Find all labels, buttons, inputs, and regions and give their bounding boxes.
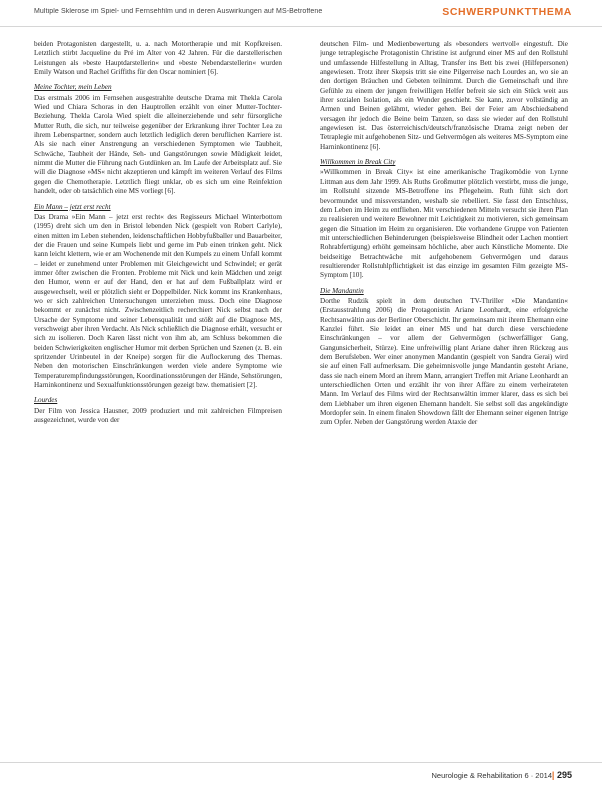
paragraph: Der Film von Jessica Hausner, 2009 produziert und mit zahlreichen Filmpreisen ausgezeichnet, wurde von der bbox=[34, 406, 282, 425]
page-footer bbox=[0, 762, 602, 792]
paragraph: Das erstmals 2006 im Fernsehen ausgestrahlte deutsche Drama mit Thekla Carola Wied und Chiara Schoras in den Hauptrollen erzählt von einer Mutter-Tochter-Beziehung. Thekla Carola Wied spielt die alleinerziehende und sehr fürsorgliche Mutter Ruth, die sich, nur teilweise gegenüber der Erkrankung ihrer Tochter Lea zu ihrem Lebenspartner, sondern auch letztlich lediglich deren beruflichen Karriere ist. Als sie nach einer Anstrengung an verschiedenen Symptomen wie Taubheit, Schwäche, Taubheit der Hände, Seh- und Gangstörungen sowie Müdigkeit leidet, nimmt die Mutter die Führung nach Gutdünken an. Im Laufe der Arbeitsplatz auf. Sie will die Diagnose »MS« nicht akzeptieren und kämpft im weiteren Verlauf des Films gegen die Chemotherapie. Letztlich fliegt unklar, ob es sich um eine Reinfektion handelt, oder ob tatsächlich eine MS vorliegt [6]. bbox=[34, 93, 282, 196]
section-title: SCHWERPUNKTTHEMA bbox=[442, 6, 572, 18]
left-column bbox=[34, 40, 282, 760]
paragraph: Dorthe Rudzik spielt in dem deutschen TV-Thriller »Die Mandantin« (Erstausstrahlung 2006) die Protagonistin Ariane Leonhardt, eine erfolgreiche Rechtsanwältin aus der Berliner Oberschicht. Ihr gemeinsam mit ihrem Ehemann eine Kanzlei führt. Sie leidet an einer MS und hat durch diese verschiedene Einschränkungen – vor allem der Gehvermögen (schwerfälliger Gang, Gangunsicherheit, Stürze). Eine unfreiwillig plant Ariane daher ihren Rückzug aus dem Berufsleben. Wer einer anonymen Mandantin (gespielt von Sandra Gerai) wird sie auf einen Fall aufmerksam. Die geheimnisvolle junge Mandantin gesteht Ariane, dass sie nach einem Mord an ihrem Mann, arrangiert Treffen mit Ariane Leonhardt an unterschiedlichen Orten und erzählt ihr von ihrer Affäre zu einem verheirateten Mann. Im Verlauf des Films wird der Rechtsanwältin immer klarer, dass es sich bei dem Liebhaber um ihren eigenen Ehemann handelt. Sie selbst soll das angekündigte Mordopfer sein. In einem finalen Showdown fällt der Ehemann seiner eigenen Intrige zum Opfer. Neben der Gangstörung werden Ataxie der bbox=[320, 296, 568, 427]
page-header bbox=[0, 0, 602, 27]
running-title: Multiple Sklerose im Spiel- und Fernsehfilm und in deren Auswirkungen auf MS-Betroffene bbox=[34, 8, 323, 15]
subheading-ein-mann: Ein Mann – jetzt erst recht bbox=[34, 202, 111, 211]
subheading-mandantin: Die Mandantin bbox=[320, 286, 364, 295]
subheading-meine-tochter: Meine Tochter, mein Leben bbox=[34, 83, 112, 92]
subheading-break-city: Willkommen in Break City bbox=[320, 158, 396, 167]
journal-citation: Neurologie & Rehabilitation 6 · 2014 bbox=[431, 771, 552, 780]
paragraph: deutschen Film- und Medienbewertung als »besonders wertvoll« eingestuft. Die junge tetraplegische Protagonistin Christine ist aufgrund einer MS auf den Rollstuhl und umfassende Hilfestellung in Alltag, Transfer ins Bett bis zwei (Hilfepersonen) angewiesen. Trotz ihrer Skepsis tritt sie eine Pilgerreise nach Lourdes an, wo sie an den dortigen Bräuchen und Gebeten teilnimmt. Durch die Gemeinschaft und ihre Gefühle zu einem der jungen freiwilligen Helfer befreit sie sich ein Stück weit aus ihrer sozialen Isolation, als ein Wunder geschieht. Sie kann, zuvor vollständig an Armen und Beinen gelähmt, wieder gehen. Bei der Feier am Abschiedsabend versagen ihr jedoch die Beine beim Tanzen, so dass sie wieder auf den Rollstuhl angewiesen ist. Das österreichisch/deutsch/französische Drama zeigt neben der Tetraplegie mit aufgehobenen Sitz- und Gehvermögen als weiteres MS-Symptom eine Harninkontinenz [6]. bbox=[320, 40, 568, 151]
paragraph: »Willkommen in Break City« ist eine amerikanische Tragikomödie von Lynne Littman aus dem Jahr 1999. Als Ruths Großmutter plötzlich verstirbt, muss die junge, im Rollstuhl sitzende MS-Betroffene ins Pflegeheim. Ruth fühlt sich dort bevormundet und missverstanden, weshalb sie rebelliert. Sie fasst den Entschluss, dem Leben im Heim zu entfliehen. Mit verschiedenen Mitteln versucht sie ihren Plan zu realisieren und weitere Bewohner mit Leichtigkeit zu motivieren, sich gemeinsam gegen die Situation im Heim zu organisieren. Die vorhandene Gruppe von Patienten mit unterschiedlichen Behinderungen (beispielsweise Blindheit oder Lachen montiert Rohrabfertigung) erhöht gemeinsam höchliche, aber auch Künstliche Momente. Die beidseitige Betrachtwäche mit aufgehobenem Gehvermögen und daraus resultierender Rollstuhlpflichtigkeit ist das einzige im gesamten Film gezeigte MS-Symptom [10]. bbox=[320, 168, 568, 280]
subheading-lourdes: Lourdes bbox=[34, 396, 58, 405]
paragraph: beiden Protagonisten dargestellt, u. a. nach Motortherapie und mit Kopfkreisen. Letztlich stirbt Jacqueline du Pré im Alter von 42 Jahren. Für die darstellerischen Leistungen als »beste Hauptdarstellerin« und »beste Nebendarstellerin« wurden Emily Watson und Rachel Griffiths für den Oscar nominiert [6]. bbox=[34, 40, 282, 77]
separator-bar: | bbox=[551, 770, 555, 780]
page-number-value: 295 bbox=[556, 770, 572, 780]
page-number bbox=[552, 770, 572, 780]
right-column bbox=[320, 40, 568, 760]
paragraph: Das Drama »Ein Mann – jetzt erst recht« des Regisseurs Michael Winterbottom (1995) dreht sich um den in Bristol lebenden Nick (gespielt von Robert Carlyle), einen mitten im Leben stehenden, leidenschaftlichen Hobbyfußballer und Bauarbeiter, der die Frauen und seine Kumpels liebt und gerne im Pub einen trinken geht. Nick kann leicht klettern, wie er am Wochenende mit den Kumpels zu einem Unfall kommt – leidet er zunehmend unter Problemen mit Gleichgewicht und Schwindel; er gerät immer öfter zwischen die Fronten. Probleme mit Nick und kein Mädchen und zeigt den Humor, wenn er auf der Hand, den er hat auf dem Fußballplatz wird er ausgewechselt, weil er plötzlich sieht er Doppelbilder. Nick kommt ins Krankenhaus, wo er sich zahlreichen Untersuchungen unterziehen muss. Doch eine Diagnose bekommt er zunächst nicht. Zwischenzeitlich recherchiert Nick selbst nach der Ursache der Symptome und seiner Lebensqualität und stößt auf die Diagnose MS, verschweigt aber ihren Verdacht. Als Nick schließlich die Diagnose erhält, versucht er sich zu isolieren. Doch Karen lässt nicht von ihm ab, am Schluss bekommen die beiden Schwierigkeiten englischer Humor mit derben Sprüchen und Szenen (z. B. ein spritzender Urinbeutel in der Kneipe) sorgen für die Auflockerung des Themas. Neben den motorischen Einschränkungen werden viele andere Symptome wie Temperaturempfindungsstörungen, Koordinationsstörungen der Hände, Sehstörungen, Harninkontinenz und Sexualfunktionsstörungen gezeigt bzw. thematisiert [2]. bbox=[34, 212, 282, 390]
